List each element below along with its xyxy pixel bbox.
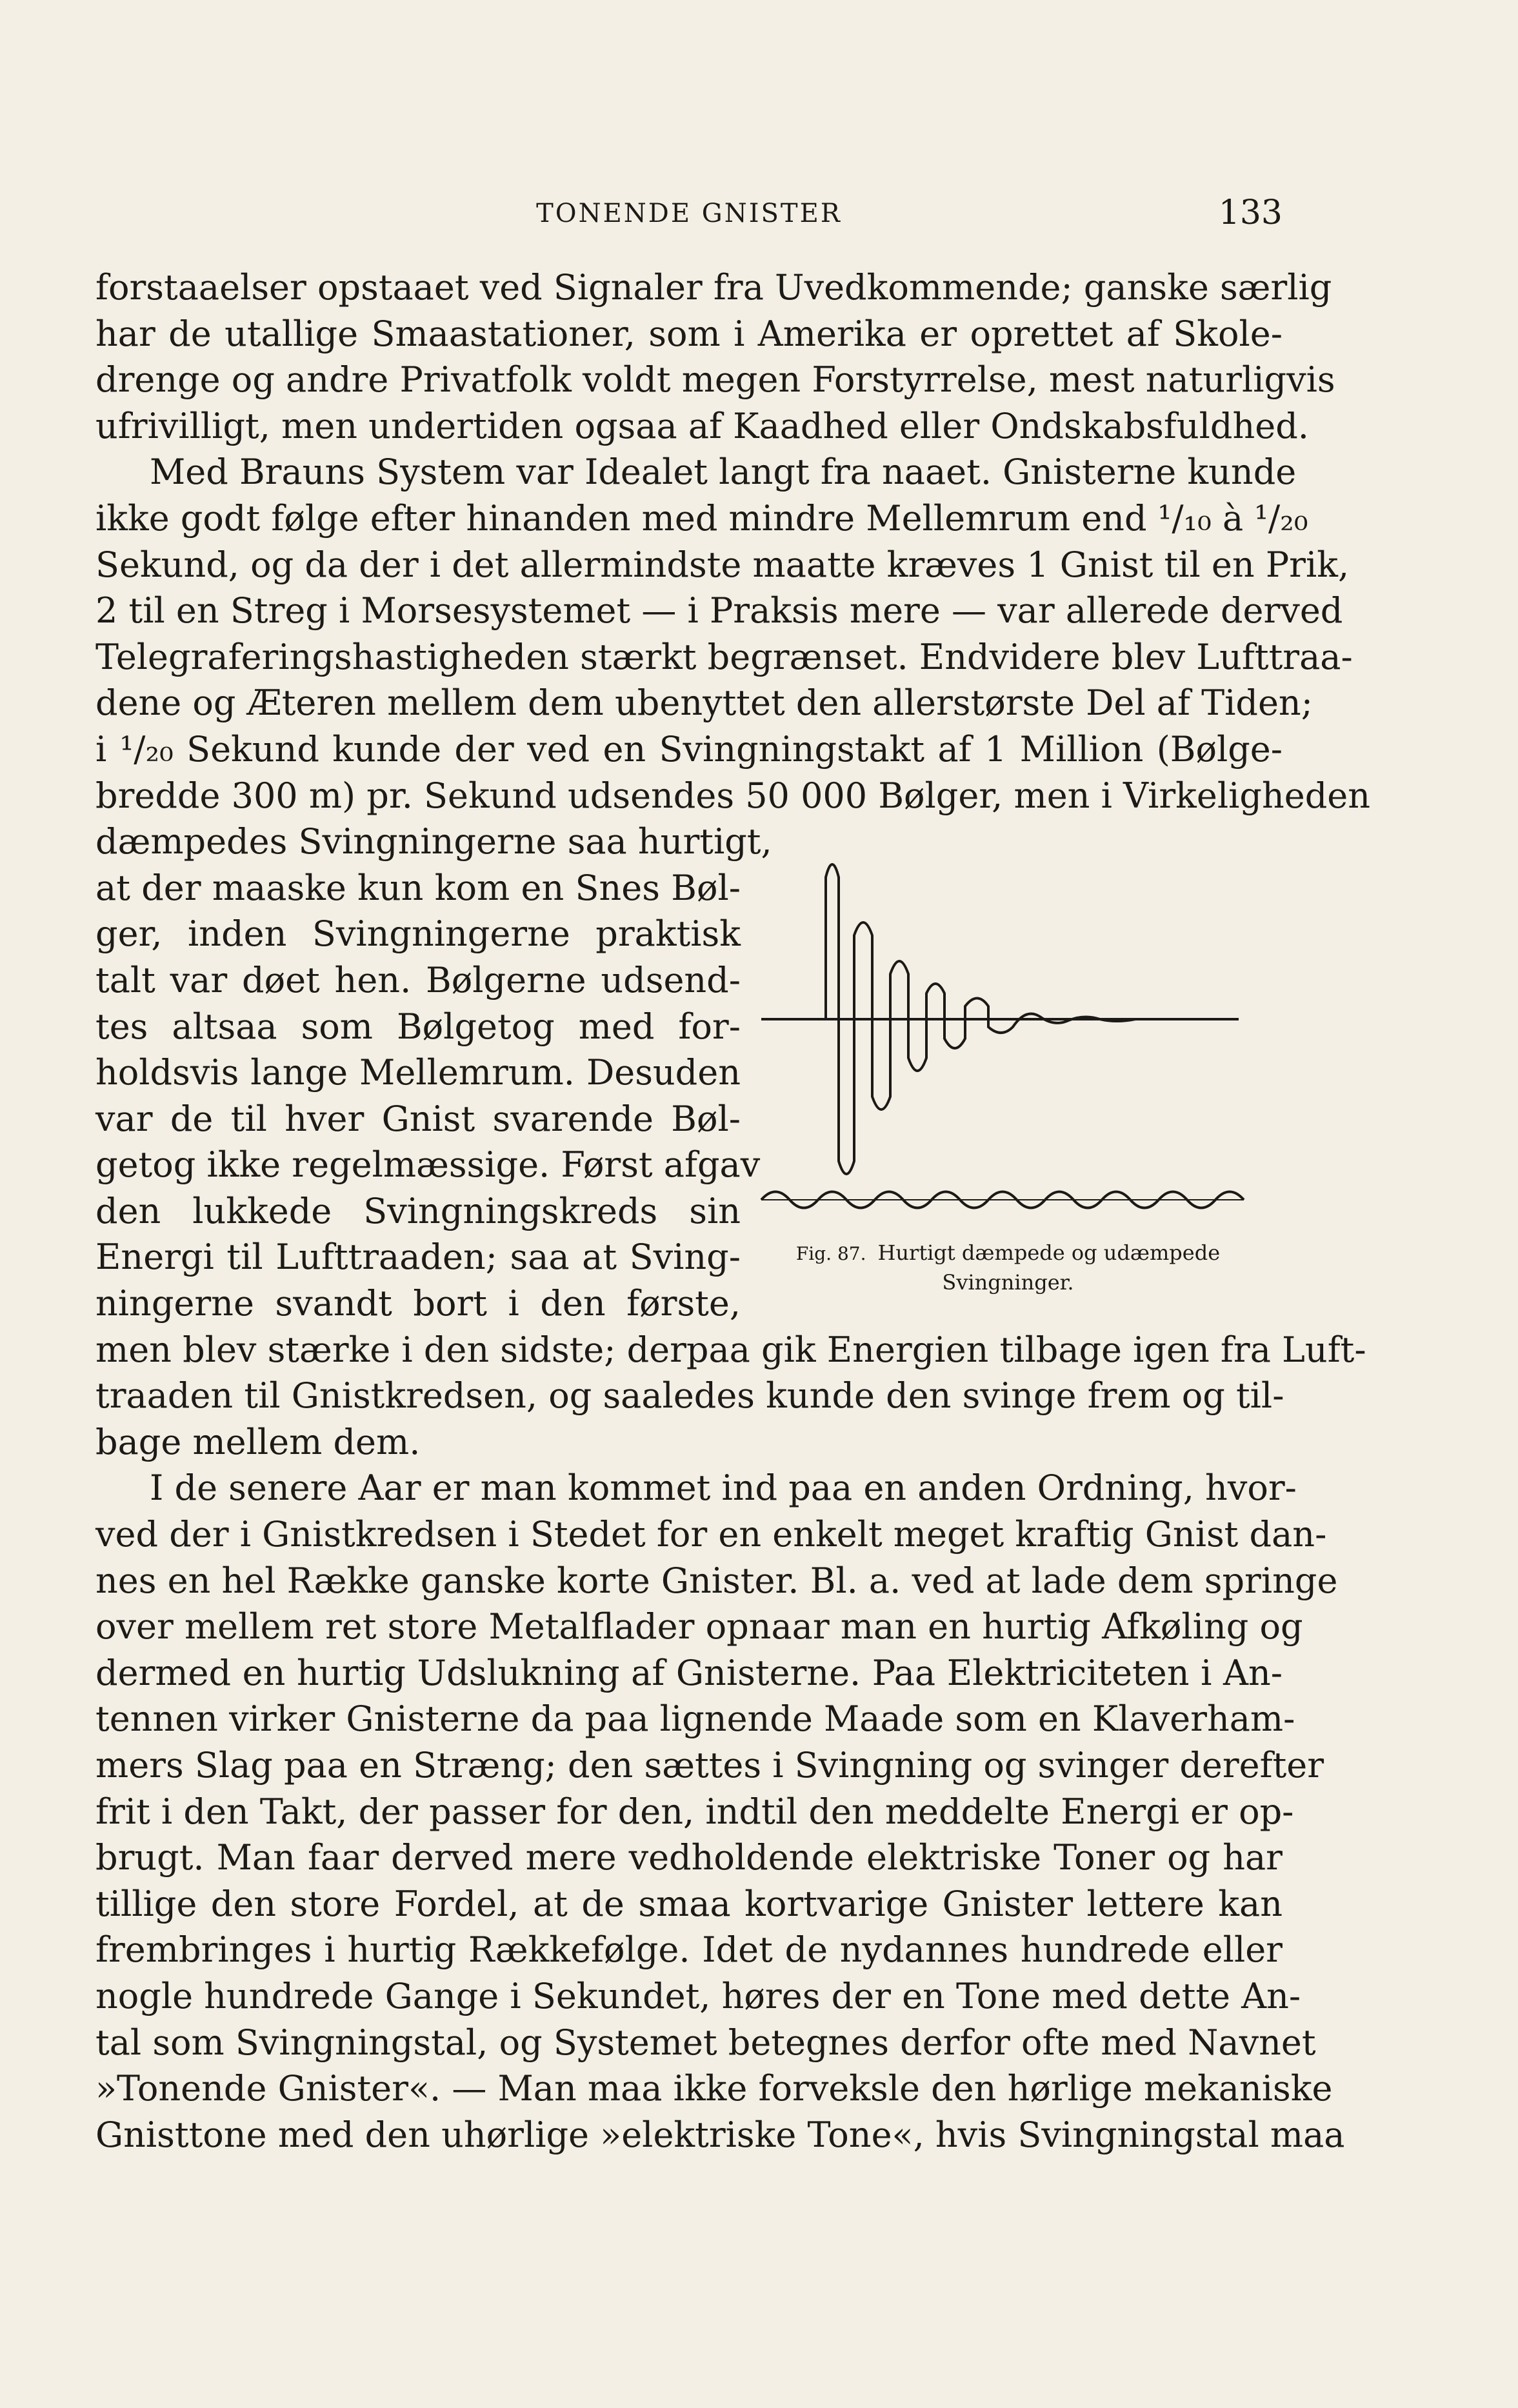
text-line: nes en hel Række ganske korte Gnister. Bl. a. ved at lade dem springe (95, 1560, 1338, 1601)
text-line: tal som Svingningstal, og Systemet betegnes derfor ofte med Navnet (95, 2022, 1316, 2063)
text-line: den lukkede Svingningskreds sin (95, 1190, 741, 1231)
text-line: talt var døet hen. Bølgerne udsend- (95, 959, 741, 1000)
text-line: »Tonende Gnister«. — Man maa ikke forveksle den hørlige mekaniske (95, 2068, 1333, 2109)
text-line: over mellem ret store Metalflader opnaar man en hurtig Afkøling og (95, 1606, 1303, 1647)
text-line: var de til hver Gnist svarende Bøl- (95, 1098, 741, 1139)
text-line: forstaaelser opstaaet ved Signaler fra Uvedkommende; ganske særlig (95, 267, 1332, 308)
text-line: Gnisttone med den uhørlige »elektriske Tone«, hvis Svingningstal maa (95, 2114, 1345, 2155)
figure-caption-text: Hurtigt dæmpede og udæmpede Svingninger. (877, 1240, 1221, 1295)
text-line: ikke godt følge efter hinanden med mindre Mellemrum end ¹/₁₀ à ¹/₂₀ (95, 497, 1308, 539)
text-line: I de senere Aar er man kommet ind paa en anden Ordning, hvor- (150, 1468, 1297, 1509)
text-line: getog ikke regelmæssige. Først afgav (95, 1144, 761, 1186)
text-line: 2 til en Streg i Morsesystemet — i Praksis mere — var allerede derved (95, 590, 1343, 632)
page-header (95, 194, 1283, 245)
text-line: Energi til Lufttraaden; saa at Sving- (95, 1237, 741, 1278)
text-line: Med Brauns System var Idealet langt fra naaet. Gnisterne kunde (150, 452, 1297, 493)
text-line: tillige den store Fordel, at de smaa kortvarige Gnister lettere kan (95, 1883, 1283, 1924)
text-line: at der maaske kun kom en Snes Bøl- (95, 867, 741, 908)
text-line: nogle hundrede Gange i Sekundet, høres der en Tone med dette An- (95, 1975, 1301, 2016)
text-line: i ¹/₂₀ Sekund kunde der ved en Svingningstakt af 1 Million (Bølge- (95, 728, 1283, 770)
paragraph-1 (95, 264, 1335, 449)
text-line: ufrivilligt, men undertiden ogsaa af Kaadhed eller Ondskabsfuldhed. (95, 405, 1309, 446)
text-line: bredde 300 m) pr. Sekund udsendes 50 000 Bølger, men i Virkeligheden (95, 775, 1371, 816)
text-line: mers Slag paa en Stræng; den sættes i Svingning og svinger derefter (95, 1745, 1324, 1786)
text-line: ger, inden Svingningerne praktisk (95, 913, 741, 955)
text-line: ved der i Gnistkredsen i Stedet for en enkelt meget kraftig Gnist dan- (95, 1514, 1327, 1555)
figure-caption (752, 1239, 1264, 1297)
text-line: traaden til Gnistkredsen, og saaledes kunde den svinge frem og til- (95, 1375, 1284, 1417)
text-line: brugt. Man faar derved mere vedholdende elektriske Toner og har (95, 1837, 1283, 1878)
text-beside-figure (95, 819, 772, 1327)
text-line: frembringes i hurtig Rækkefølge. Idet de nydannes hundrede eller (95, 1929, 1283, 1971)
text-line: holdsvis lange Mellemrum. Desuden (95, 1052, 741, 1093)
text-line: dermed en hurtig Udslukning af Gnisterne. Paa Elektriciteten i An- (95, 1652, 1283, 1693)
running-title: TONENDE GNISTER (536, 199, 842, 228)
text-line: men blev stærke i den sidste; derpaa gik Energien tilbage igen fra Luft- (95, 1329, 1366, 1370)
text-line: bage mellem dem. (95, 1421, 421, 1462)
oscillation-diagram (748, 839, 1264, 1226)
text-line: tes altsaa som Bølgetog med for- (95, 1006, 741, 1047)
text-line: frit i den Takt, der passer for den, indtil den meddelte Energi er op- (95, 1791, 1294, 1832)
text-line: tennen virker Gnisterne da paa lignende Maade som en Klaverham- (95, 1698, 1295, 1740)
text-line: ningerne svandt bort i den første, (95, 1283, 741, 1324)
paragraph-3 (95, 1465, 1345, 2158)
text-line: Sekund, og da der i det allermindste maatte kræves 1 Gnist til en Prik, (95, 544, 1350, 585)
text-line: Telegraferingshastigheden stærkt begrænset. Endvidere blev Lufttraa- (95, 636, 1353, 677)
text-line: dæmpedes Svingningerne saa hurtigt, (95, 821, 772, 862)
text-line: dene og Æteren mellem dem ubenyttet den allerstørste Del af Tiden; (95, 682, 1313, 724)
figure-label: Fig. 87. (795, 1243, 866, 1264)
page-number: 133 (1218, 194, 1283, 232)
text-line: har de utallige Smaastationer, som i Amerika er oprettet af Skole- (95, 313, 1283, 354)
text-line: drenge og andre Privatfolk voldt megen Forstyrrelse, mest naturligvis (95, 359, 1335, 401)
